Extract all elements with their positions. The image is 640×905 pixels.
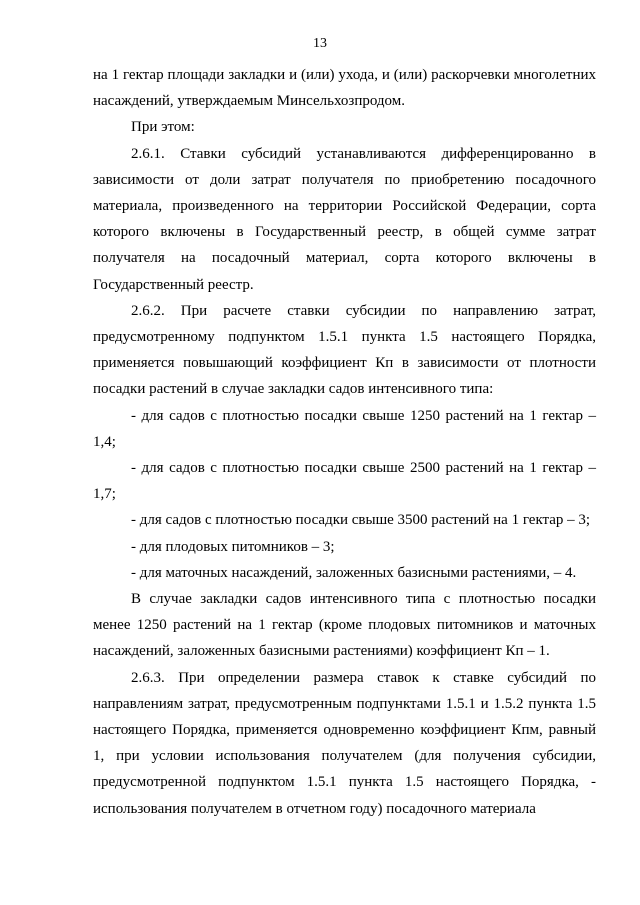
paragraph-low-density: В случае закладки садов интенсивного типа с плотностью посадки менее 1250 растений на 1 гектар (кроме плодовых питомников и маточных насаждений, заложенных базисными растениями) коэффициент Кп – 1. [93,591,596,660]
list-item-nurseries: - для плодовых питомников – 3; [131,538,335,555]
paragraph-2-6-2: 2.6.2. При расчете ставки субсидии по направлению затрат, предусмотренному подпунктом 1.5.1 пункта 1.5 настоящего Порядка, применяется повышающий коэффициент Кп в зависимости от плотности посадки растений в случае закладки садов интенсивного типа: [93,302,596,398]
paragraph-continuation: на 1 гектар площади закладки и (или) ухода, и (или) раскорчевки многолетних насаждений, утверждаемым Минсельхозпродом. [93,67,596,110]
document-body [93,62,596,822]
list-item-3500: - для садов с плотностью посадки свыше 3500 растений на 1 гектар – 3; [131,512,591,529]
paragraph-2-6-3: 2.6.3. При определении размера ставок к ставке субсидий по направлениям затрат, предусмотренным подпунктами 1.5.1 и 1.5.2 пункта 1.5 настоящего Порядка, применяется одновременно коэффициент Кпм, равный 1, при условии использования получателем (для получения субсидии, предусмотренной подпунктом 1.5.1 пункта 1.5 настоящего Порядка, - использования получателем в отчетном году) посадочного материала [93,669,596,817]
list-item-2500: - для садов с плотностью посадки свыше 2500 растений на 1 гектар – 1,7; [93,460,596,503]
list-item-mother-plantings: - для маточных насаждений, заложенных базисными растениями, – 4. [131,564,577,581]
paragraph-2-6-1: 2.6.1. Ставки субсидий устанавливаются дифференцированно в зависимости от доли затрат получателя по приобретению посадочного материала, произведенного на территории Российской Федерации, сорта которого включены в Государственный реестр, в общей сумме затрат получателя на посадочный материал, сорта которого включены в Государственный реестр. [93,145,596,293]
list-item-1250: - для садов с плотностью посадки свыше 1250 растений на 1 гектар – 1,4; [93,407,596,450]
page-number: 13 [313,36,327,51]
paragraph-intro: При этом: [131,119,195,136]
